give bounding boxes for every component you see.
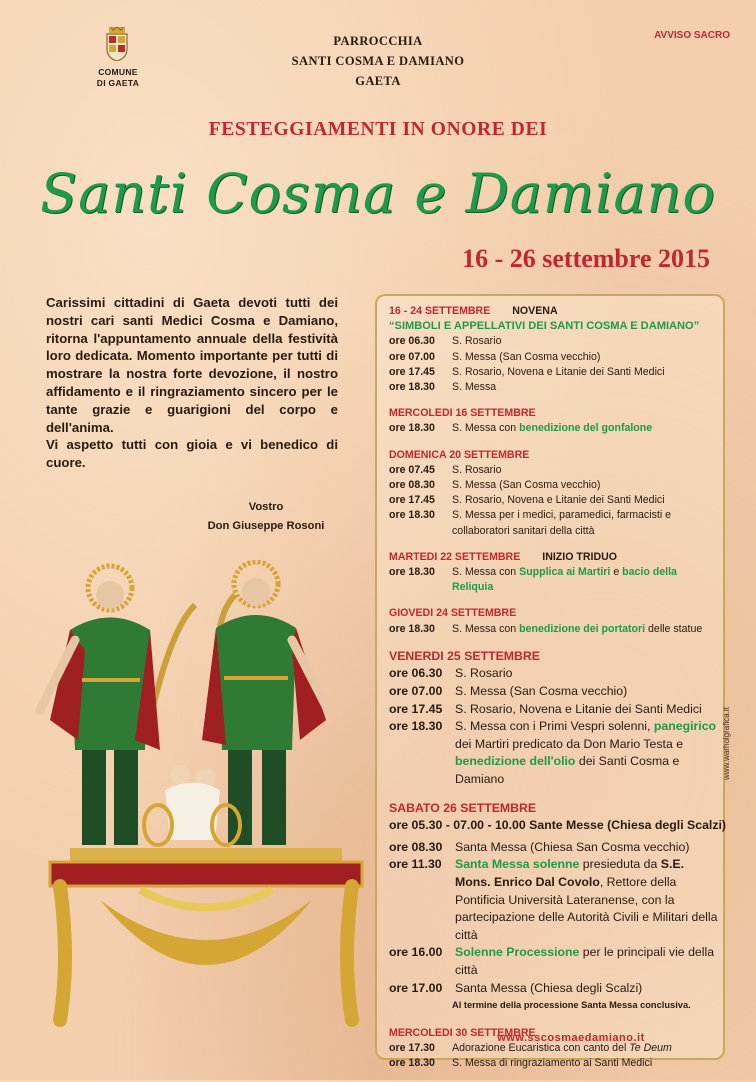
row-time: ore 18.30 bbox=[389, 1057, 435, 1070]
desc-part: presieduta da bbox=[579, 857, 661, 872]
schedule-row bbox=[389, 980, 719, 998]
schedule-row bbox=[389, 380, 719, 395]
row-desc bbox=[452, 421, 719, 436]
page-title: Santi Cosma e Damiano bbox=[40, 162, 716, 225]
novena-dates: 16 - 24 SETTEMBRE bbox=[389, 305, 491, 317]
section-martedi-22 bbox=[389, 550, 719, 596]
schedule-row bbox=[389, 421, 719, 436]
avviso-sacro-label: AVVISO SACRO bbox=[654, 30, 730, 41]
desc-highlight: benedizione dei portatori bbox=[519, 622, 646, 635]
parish-line-3: GAETA bbox=[355, 74, 401, 88]
desc-part: , Rettore della Pontificia Università Lateranense, con la partecipazione delle Autorità Civili e Militari della città bbox=[455, 874, 718, 942]
pastor-letter bbox=[46, 294, 338, 472]
procession-note: Al termine della processione Santa Messa conclusiva. bbox=[452, 1000, 691, 1011]
schedule-row bbox=[389, 856, 719, 944]
row-desc: S. Rosario bbox=[452, 463, 502, 476]
designer-credit bbox=[722, 690, 736, 780]
schedule-row bbox=[389, 944, 719, 979]
schedule-row bbox=[389, 622, 719, 637]
schedule-row bbox=[389, 508, 719, 538]
schedule-row bbox=[389, 1056, 719, 1071]
letter-paragraph: Carissimi cittadini di Gaeta devoti tutti dei nostri cari santi Medici Cosma e Damiano, ritorna l'appuntamento annuale della festività loro dedicata. Momento importante per tutti di mostrare la nostra forte devozione, il nostro affidamento e il ringraziamento sincero per le tante grazie e guarigioni del corpo e dell'anima. bbox=[46, 295, 338, 435]
schedule bbox=[389, 304, 726, 1082]
row-desc bbox=[452, 622, 719, 637]
section-heading bbox=[389, 550, 719, 565]
schedule-row bbox=[389, 565, 719, 595]
letter-signature bbox=[196, 498, 336, 536]
schedule-row bbox=[389, 718, 719, 788]
festeggiamenti-heading: FESTEGGIAMENTI IN ONORE DEI bbox=[208, 119, 548, 140]
desc-highlight: benedizione dell'olio bbox=[455, 754, 576, 769]
comune-line-2: DI GAETA bbox=[96, 78, 140, 88]
website-link[interactable]: www.sscosmaedamiano.it bbox=[497, 1032, 645, 1044]
saints-statue-image bbox=[30, 560, 382, 1040]
event-dates: 16 - 26 settembre 2015 bbox=[462, 244, 710, 273]
section-sabato-26 bbox=[389, 800, 726, 1015]
comune-label bbox=[88, 67, 148, 89]
parish-line-1: PARROCCHIA bbox=[333, 34, 423, 48]
desc-part: S. Messa con bbox=[452, 622, 520, 635]
row-time: ore 07.00 bbox=[389, 684, 443, 699]
parish-line-2: SANTI COSMA E DAMIANO bbox=[291, 54, 465, 68]
schedule-row bbox=[389, 334, 719, 349]
desc-part: S. Messa con bbox=[452, 422, 520, 435]
section-venerdi-25 bbox=[389, 648, 719, 789]
novena-label: NOVENA bbox=[512, 305, 558, 317]
desc-part: S. Messa con i Primi Vespri solenni, bbox=[455, 719, 654, 734]
schedule-row bbox=[389, 701, 719, 719]
schedule-row bbox=[389, 493, 719, 508]
row-desc: S. Messa (San Cosma vecchio) bbox=[452, 479, 601, 492]
desc-part: delle statue bbox=[645, 622, 703, 635]
schedule-row bbox=[389, 350, 719, 365]
desc-highlight: Supplica ai Martiri bbox=[519, 566, 611, 579]
section-giovedi-24 bbox=[389, 606, 719, 636]
row-time: ore 17.00 bbox=[389, 980, 443, 995]
desc-highlight: panegirico bbox=[653, 719, 717, 734]
row-desc: S. Messa di ringraziamento ai Santi Medici bbox=[452, 1057, 653, 1070]
section-heading: DOMENICA 20 SETTEMBRE bbox=[389, 448, 530, 461]
signature-name: Don Giuseppe Rosoni bbox=[207, 520, 325, 532]
desc-part: S. Messa con bbox=[452, 566, 520, 579]
row-desc: S. Messa per i medici, paramedici, farmacisti e collaboratori sanitari della città bbox=[452, 509, 672, 537]
designer-credit-text: www.warholgrafica.it bbox=[722, 707, 731, 780]
row-desc: S. Rosario, Novena e Litanie dei Santi Medici bbox=[452, 365, 665, 378]
row-time: ore 11.30 bbox=[389, 857, 442, 872]
desc-part: e bbox=[610, 566, 623, 579]
row-time: ore 18.30 bbox=[389, 381, 435, 394]
desc-highlight: Santa Messa solenne bbox=[455, 857, 580, 872]
comune-coat-of-arms-icon bbox=[104, 27, 130, 61]
row-time: ore 18.30 bbox=[389, 622, 435, 635]
row-desc: S. Rosario bbox=[452, 335, 502, 348]
row-desc: S. Messa (San Cosma vecchio) bbox=[452, 350, 601, 363]
comune-line-1: COMUNE bbox=[98, 67, 138, 77]
desc-highlight: benedizione del gonfalone bbox=[519, 422, 653, 435]
schedule-row bbox=[389, 463, 719, 478]
section-mercoledi-16 bbox=[389, 406, 719, 436]
section-domenica-20 bbox=[389, 448, 719, 539]
row-time: ore 05.30 - 07.00 - 10.00 bbox=[389, 818, 526, 833]
schedule-row bbox=[389, 365, 719, 380]
desc-part: per le principali vie della città bbox=[455, 945, 715, 977]
section-heading: VENERDI 25 SETTEMBRE bbox=[389, 648, 541, 663]
signature-vostro: Vostro bbox=[248, 501, 284, 513]
section-heading: SABATO 26 SETTEMBRE bbox=[389, 800, 537, 815]
section-heading: MERCOLEDI 16 SETTEMBRE bbox=[389, 407, 536, 420]
novena-theme: “SIMBOLI E APPELLATIVI DEI SANTI COSMA E DAMIANO” bbox=[389, 320, 700, 333]
row-desc: S. Rosario, Novena e Litanie dei Santi Medici bbox=[452, 494, 665, 507]
schedule-row bbox=[389, 839, 719, 857]
row-time: ore 18.30 bbox=[389, 509, 435, 522]
desc-highlight: Solenne Processione bbox=[455, 945, 580, 960]
desc-part: dei Santi Cosma e Damiano bbox=[455, 754, 680, 787]
desc-italic: Te Deum bbox=[629, 1041, 672, 1054]
schedule-row bbox=[389, 478, 719, 493]
desc-part: Adorazione Eucaristica con canto del bbox=[452, 1041, 630, 1054]
row-time: ore 16.00 bbox=[389, 945, 443, 960]
row-time: ore 17.45 bbox=[389, 494, 435, 507]
section-heading: GIOVEDI 24 SETTEMBRE bbox=[389, 607, 517, 620]
row-desc: S. Messa (San Cosma vecchio) bbox=[455, 684, 628, 699]
row-time: ore 07.00 bbox=[389, 350, 435, 363]
schedule-row bbox=[389, 665, 719, 683]
row-time: ore 18.30 bbox=[389, 422, 435, 435]
row-desc: Sante Messe (Chiesa degli Scalzi) bbox=[529, 818, 726, 833]
row-desc: S. Messa bbox=[452, 381, 497, 394]
triduo-label: INIZIO TRIDUO bbox=[542, 550, 618, 563]
parish-heading bbox=[250, 31, 506, 91]
row-time: ore 08.30 bbox=[389, 479, 435, 492]
row-desc: S. Rosario bbox=[455, 666, 513, 681]
desc-part: dei Martiri predicato da Don Mario Testa e bbox=[455, 736, 684, 751]
row-desc bbox=[455, 718, 719, 788]
row-time: ore 17.30 bbox=[389, 1041, 435, 1054]
row-desc bbox=[455, 944, 719, 979]
row-time: ore 08.30 bbox=[389, 839, 443, 854]
row-desc bbox=[455, 856, 719, 944]
row-time: ore 06.30 bbox=[389, 335, 435, 348]
section-heading: MERCOLEDI 30 SETTEMBRE bbox=[389, 1026, 536, 1039]
desc-highlight: bacio della Reliquia bbox=[452, 566, 677, 594]
row-desc: Santa Messa (Chiesa San Cosma vecchio) bbox=[455, 839, 690, 854]
row-time: ore 17.45 bbox=[389, 365, 435, 378]
row-time: ore 07.45 bbox=[389, 463, 435, 476]
row-time: ore 18.30 bbox=[389, 719, 443, 734]
letter-blessing: Vi aspetto tutti con gioia e vi benedico di cuore. bbox=[46, 437, 338, 471]
desc-bold: S.E. Mons. Enrico Dal Covolo bbox=[455, 857, 684, 889]
section-novena bbox=[389, 304, 719, 395]
row-desc bbox=[452, 565, 719, 595]
row-desc: S. Rosario, Novena e Litanie dei Santi Medici bbox=[455, 701, 702, 716]
row-desc: Santa Messa (Chiesa degli Scalzi) bbox=[455, 980, 643, 995]
section-heading bbox=[389, 304, 719, 319]
row-time: ore 06.30 bbox=[389, 666, 443, 681]
schedule-row bbox=[389, 817, 726, 835]
row-time: ore 17.45 bbox=[389, 701, 443, 716]
heading-date: MARTEDI 22 SETTEMBRE bbox=[389, 550, 521, 563]
row-time: ore 18.30 bbox=[389, 566, 435, 579]
schedule-row bbox=[389, 683, 719, 701]
